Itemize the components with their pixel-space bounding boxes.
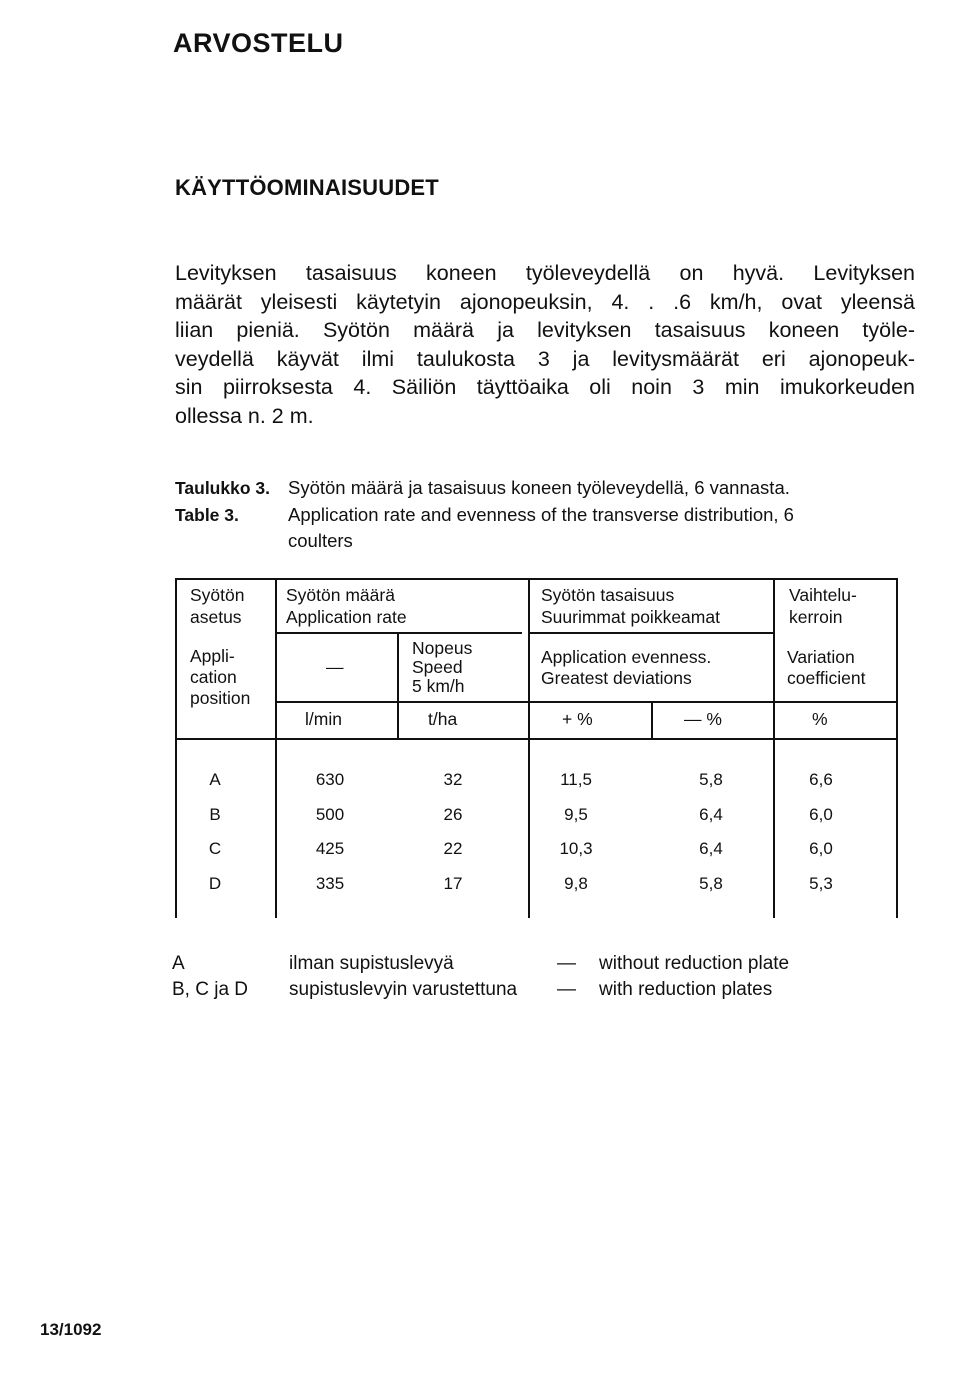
cell-var: 5,3 bbox=[809, 874, 833, 893]
var-header-fi: kerroin bbox=[789, 607, 843, 627]
cell-minus: 6,4 bbox=[699, 839, 723, 858]
cell-plus: 10,3 bbox=[559, 839, 593, 858]
rate-header-fi: Syötön määrä bbox=[286, 585, 395, 605]
cell-var: 6,0 bbox=[809, 805, 833, 824]
legend-fi: ilman supistuslevyä bbox=[289, 953, 454, 974]
legend-en: with reduction plates bbox=[599, 979, 773, 1000]
body-paragraph bbox=[175, 259, 915, 430]
col1-header-en: position bbox=[190, 688, 251, 708]
unit-tha: t/ha bbox=[428, 709, 458, 729]
cell-lmin: 425 bbox=[315, 839, 345, 858]
col1-header-fi: asetus bbox=[190, 607, 242, 627]
caption-label-en: Table 3. bbox=[175, 505, 239, 525]
paragraph-line: ollessa n. 2 m. bbox=[175, 403, 314, 428]
cell-lmin: 630 bbox=[315, 770, 345, 789]
cell-position: D bbox=[208, 874, 222, 893]
rate-header-en: Application rate bbox=[286, 607, 407, 627]
legend-fi: supistuslevyin varustettuna bbox=[289, 979, 518, 1000]
cell-tha: 26 bbox=[443, 805, 463, 824]
var-header-en: Variation bbox=[787, 647, 855, 667]
cell-var: 6,0 bbox=[809, 839, 833, 858]
cell-position: C bbox=[208, 839, 222, 858]
legend-dash: — bbox=[557, 979, 576, 1000]
paragraph-line: veydellä käyvät ilmi taulukosta 3 ja levitysmäärät eri ajonopeuk- bbox=[175, 346, 915, 371]
cell-tha: 22 bbox=[443, 839, 463, 858]
col1-header-en: Appli- bbox=[190, 646, 235, 666]
speed-value: 5 km/h bbox=[412, 676, 465, 696]
table-col-divider bbox=[275, 578, 277, 918]
table-col-divider bbox=[397, 634, 399, 738]
cell-minus: 5,8 bbox=[699, 770, 723, 789]
table-col-divider bbox=[773, 578, 775, 918]
var-header-fi: Vaihtelu- bbox=[789, 585, 857, 605]
paragraph-line: määrät yleisesti käytetyin ajonopeuksin, 4. . .6 km/h, ovat yleensä bbox=[175, 289, 915, 314]
table-col-divider bbox=[651, 703, 653, 738]
speed-label-en: Speed bbox=[412, 657, 463, 677]
cell-var: 6,6 bbox=[809, 770, 833, 789]
cell-plus: 11,5 bbox=[560, 770, 592, 789]
table-right-border bbox=[896, 578, 898, 918]
cell-position: B bbox=[209, 805, 221, 824]
cell-minus: 6,4 bbox=[699, 805, 723, 824]
caption-label-fi: Taulukko 3. bbox=[175, 478, 270, 498]
unit-lmin: l/min bbox=[305, 709, 342, 729]
even-header-fi: Suurimmat poikkeamat bbox=[541, 607, 720, 627]
even-header-fi: Syötön tasaisuus bbox=[541, 585, 675, 605]
rate-sub-rule bbox=[276, 632, 522, 634]
paragraph-line: liian pieniä. Syötön määrä ja levityksen tasaisuus koneen työle- bbox=[175, 318, 915, 342]
unit-minus-percent: — % bbox=[684, 709, 722, 729]
cell-tha: 17 bbox=[443, 874, 463, 893]
caption-text-en: Application rate and evenness of the transverse distribution, 6 bbox=[288, 504, 794, 525]
legend-en: without reduction plate bbox=[599, 953, 790, 974]
cell-plus: 9,8 bbox=[564, 874, 588, 893]
page-title: ARVOSTELU bbox=[173, 28, 344, 58]
units-rule bbox=[276, 701, 898, 703]
cell-plus: 9,5 bbox=[564, 805, 588, 824]
col1-header-en: cation bbox=[190, 667, 237, 687]
table-left-border bbox=[175, 578, 177, 918]
unit-plus-percent: + % bbox=[562, 709, 593, 729]
even-header-en: Application evenness. bbox=[541, 647, 712, 667]
col1-header-fi: Syötön bbox=[190, 585, 245, 605]
section-heading: KÄYTTÖOMINAISUUDET bbox=[175, 175, 439, 200]
table-top-rule bbox=[175, 578, 898, 580]
even-sub-rule bbox=[530, 632, 773, 634]
even-header-en: Greatest deviations bbox=[541, 668, 692, 688]
caption-text-fi: Syötön määrä ja tasaisuus koneen työleveydellä, 6 vannasta. bbox=[288, 477, 790, 498]
legend-key: B, C ja D bbox=[172, 979, 249, 1000]
paragraph-line: Levityksen tasaisuus koneen työleveydellä on hyvä. Levityksen bbox=[175, 261, 915, 285]
cell-lmin: 500 bbox=[315, 805, 345, 824]
unit-var-percent: % bbox=[812, 709, 828, 729]
cell-lmin: 335 bbox=[315, 874, 345, 893]
page-number: 13/1092 bbox=[40, 1320, 102, 1339]
table-col-divider bbox=[528, 578, 530, 918]
cell-position: A bbox=[209, 770, 221, 789]
legend-key: A bbox=[172, 953, 185, 974]
var-header-en: coefficient bbox=[787, 668, 866, 688]
header-bottom-rule bbox=[175, 738, 898, 740]
cell-tha: 32 bbox=[443, 770, 463, 789]
speed-label-fi: Nopeus bbox=[412, 638, 473, 658]
rate-dash: — bbox=[326, 657, 344, 677]
caption-text-en-cont: coulters bbox=[288, 530, 353, 551]
paragraph-line: sin piirroksesta 4. Säiliön täyttöaika oli noin 3 min imukorkeuden bbox=[175, 375, 915, 399]
legend-dash: — bbox=[557, 953, 576, 974]
cell-minus: 5,8 bbox=[699, 874, 723, 893]
